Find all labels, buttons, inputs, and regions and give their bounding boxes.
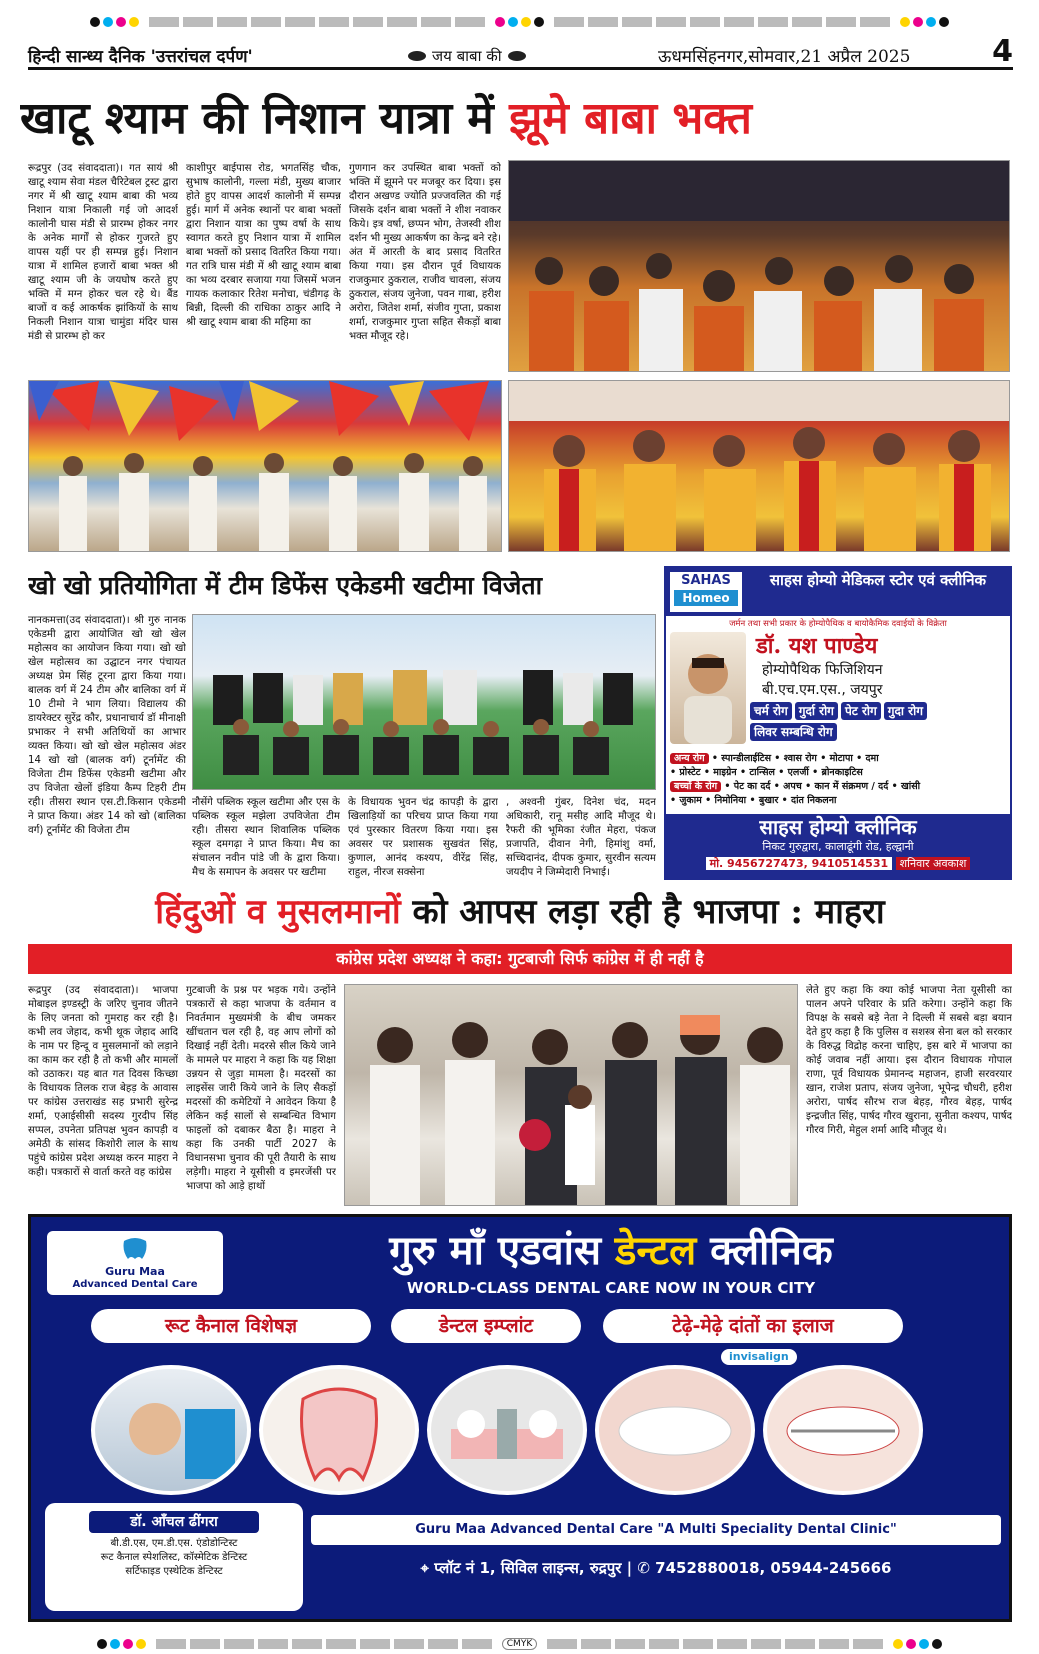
dateline: ऊधमसिंहनगर,सोमवार,21 अप्रैल 2025	[658, 47, 911, 67]
invisalign-badge: invisalign	[721, 1349, 797, 1365]
page-number: 4	[992, 34, 1013, 69]
story3-headline: हिंदुओं व मुसलमानों को आपस लड़ा रही है भाजपा : माहरा	[155, 892, 885, 932]
meeting-illustration	[345, 985, 798, 1206]
sahas-degree: बी.एच.एम.एस., जयपुर	[762, 682, 883, 698]
specialty-tag: गुदा रोग	[884, 702, 927, 720]
specialty-tag: चर्म रोग	[750, 702, 792, 720]
sahas-specialties	[750, 702, 1006, 741]
story2-col3: के विधायक भुवन चंद्र कापड़ी के द्वारा खिलाड़ियों का परिचय प्राप्त किया गया एवं पुरस्कार वितरण किया गया। इस अवसर पर प्रशासक सुखवंत सिंह, कुणाल, आनंद कश्यप, वीरेंद्र सिंह, राहुल, नीरज सक्सेना	[348, 797, 498, 878]
story3-col2: गुटबाजी के प्रश्न पर भड़क गये। उन्होंने पत्रकारों से कहा भाजपा के वर्तमान व निवर्तमान मुख्यमंत्री के बीच जमकर खींचतान चल रही है, वह आप लोगों को दिखाई नहीं देती। मदरसे सील किये जाने के मामले पर माहरा ने कहा कि यह शिक्षा उन्नयन से जुड़ा मामला है। मदरसों का लाइसेंस जारी किये जाने के लिए सैकड़ों मदरसों की कमेटियों ने आवेदन किया है लेकिन कई सालों से सम्बन्धित विभाग फाइलों को दबाकर बैठा है। माहरा ने कहा कि उनकी पार्टी 2027 के विधानसभा चुनाव की पूरी तैयारी के साथ लड़ेगी। माहरा ने यूसीसी व इमरजेंसी पर भाजपा को आड़े हाथों	[186, 985, 336, 1192]
tooth-icon	[120, 1237, 150, 1261]
dental-photo-rootcanal	[259, 1365, 419, 1495]
sahas-homeo-ad	[664, 566, 1012, 880]
location-icon: ⌖	[420, 1559, 429, 1577]
dental-footer-line: Guru Maa Advanced Dental Care "A Multi Speciality Dental Clinic"	[311, 1515, 1001, 1545]
story3-col3: लेते हुए कहा कि क्या कोई भाजपा नेता यूसीसी का पालन अपने परिवार के प्रति करेगा। उन्होंने कहा कि विपक्ष के सबसे बड़े नेता ने दिल्ली में सबसे बड़ा बयान देते हुए कहा है कि पुलिस व सशस्त्र सेना बल को सरकार के विरुद्ध विद्रोह करना चाहिए, इस बारे में भाजपा का कोई जवाब नहीं आया। इस दौरान विधायक गोपाल राणा, पूर्व विधायक प्रेमानन्द महाजन, हाजी सरवरयार खान, राजेश प्रताप, संजय जुनेजा, भूपेन्द्र चौधरी, हरीश अरोरा, पार्षद सौरभ राज बेहड़, गौरव बेहड़, पार्षद इन्द्रजीत सिंह, पार्षद गौरव खुराना, सुनीता कश्यप, पार्षद गौरव गिरी, मेहुल शर्मा आदि मौजूद थे।	[806, 985, 1012, 1136]
specialty-tag: लिवर सम्बन्धि रोग	[750, 723, 837, 741]
ornament-icon	[508, 51, 526, 61]
sahas-other-diseases: अन्य रोग • स्पान्डीलाईटिस • श्वास रोग • मोटापा • दमा • प्रोस्टेट • माइग्रेन • टान्सिल • एलर्जी • ब्रोनकाइटिस बच्चों के रोग • पेट का दर्द • अपच • कान में संक्रमण / दर्द • खांसी • जुकाम • निमोनिया • बुखार • दांत निकलना	[670, 753, 921, 806]
story2-headline: खो खो प्रतियोगिता में टीम डिफेंस एकेडमी खटीमा विजेता	[28, 571, 543, 600]
phone-icon: ✆	[637, 1559, 650, 1577]
top-color-strip	[0, 8, 1039, 36]
crowd-illustration	[509, 161, 1010, 372]
sahas-clinic-footer: साहस होम्यो क्लीनिक निकट गुरुद्वारा, कालाढूंगी रोड, हल्द्वानी मो. 9456727473, 9410514531 शनिवार अवकाश	[666, 814, 1010, 878]
story3-banner: कांग्रेस प्रदेश अध्यक्ष ने कहा: गुटबाजी सिर्फ कांग्रेस में ही नहीं है	[28, 944, 1012, 974]
sahas-tagline: जर्मन तथा सभी प्रकार के होम्योपैथिक व बायोकैमिक दवाईयों के विक्रेता	[729, 619, 947, 629]
slogan: जय बाबा की	[408, 46, 526, 66]
meeting-photo	[344, 984, 798, 1206]
story1-headline-red: झूमे बाबा भक्त	[509, 93, 752, 144]
dental-photo-aligner	[595, 1365, 755, 1495]
sahas-logo: SAHAS Homeo	[670, 572, 742, 612]
specialty-tag: पेट रोग	[841, 702, 881, 720]
dental-photo-implant	[427, 1365, 587, 1495]
devotees-illustration	[509, 381, 1010, 552]
story3-col1: रूद्रपुर (उद संवाददाता)। भाजपा मोबाइल इण्डस्ट्री के जरिए चुनाव जीतने के लिए जनता को गुमराह कर रही है। कभी लव जेहाद, कभी थूक जेहाद आदि के नाम पर हिन्दू व मुसलमानों को लड़ाने का काम कर रही है तो कभी और मामलों को उठाकर। यह बात गत दिवस किच्छा के विधायक तिलक राज बेहड़ के आवास पर कांग्रेस उत्तराखंड सह प्रभारी सुरेन्द्र शर्मा, एआईसीसी सदस्य गुरदीप सिंह सप्पल, उपनेता प्रतिपक्ष भुवन कापड़ी व अमेठी के सांसद किशोरी लाल के साथ पहुंचे कांग्रेस प्रदेश अध्यक्ष करन माहरा ने कही। पत्रकारों से वार्ता करते वह कांग्रेस	[28, 985, 178, 1178]
story2-col2: नौसेंगे पब्लिक स्कूल खटीमा और एस के पब्लिक स्कूल मझेला उपविजेता टीम रही। तीसरा स्थान शिवालिक पब्लिक स्कूल दमगढ़ा ने प्राप्त किया। मैच का संचालन नवीन पांडे जी के द्वारा किया। मैच के समापन के अवसर पर खटीमा	[192, 797, 340, 878]
specialty-tag: गुर्दा रोग	[795, 702, 838, 720]
masthead	[28, 34, 1013, 70]
story1-headline: खाटू श्याम की निशान यात्रा में झूमे बाबा भक्त	[20, 93, 752, 144]
procession-photo	[28, 380, 502, 552]
devotees-photo	[508, 380, 1010, 552]
team-illustration	[193, 615, 656, 790]
dental-title: गुरु माँ एडवांस डेन्टल क्लीनिक	[389, 1227, 833, 1274]
doctor-illustration	[670, 632, 746, 744]
sahas-designation: होम्योपैथिक फिजिशियन	[762, 662, 883, 678]
dental-photo-braces	[763, 1365, 923, 1495]
story1-col1: रूद्रपुर (उद संवाददाता)। गत सायं श्री खाटू श्याम सेवा मंडल चैरिटेबल ट्रस्ट द्वारा नगर में श्री खाटू श्याम बाबा की भव्य निशान यात्रा निकाली गई जो आदर्श कालोनी घास मंडी से प्रारम्भ होकर नगर के अनेक मार्गों से होकर गुजरते हुए वापस यहीं पर ही सम्पन्न हुई। निशान यात्रा में शामिल हजारों बाबा भक्त श्री खाटू श्याम जी के जयघोष करते हुए भक्ति में मग्न होकर चल रहे थे। बैंड बाजों व कई आकर्षक झांकियों के साथ निकली निशान यात्रा चामुंडा मंदिर घास मंडी से प्रारम्भ हो कर	[28, 163, 178, 342]
story1-col2: काशीपुर बाईपास रोड, भगतसिंह चौक, सुभाष कालोनी, गल्ला मंडी, मुख्य बाजार होते हुए वापस आदर्श कालोनी में सम्पन्न हुई। मार्ग में अनेक स्थानों पर बाबा भक्तों द्वारा निशान यात्रा का पुष्प वर्षा के साथ स्वागत करते हुए निशान यात्रा में शामिल बाबा भक्तों को प्रसाद वितरित किया गया। गत रात्रि घास मंडी में श्री खाटू श्याम बाबा का भव्य दरबार सजाया गया जिसमें भजन गायक कलाकार रितेश मनोचा, चंडीगढ़ के बिन्नी, दिल्ली की राधिका ठाकुर आदि ने श्री खाटू श्याम बाबा की महिमा का	[186, 163, 341, 328]
guru-maa-dental-ad	[28, 1214, 1012, 1622]
doctor-photo	[670, 632, 746, 744]
paper-name: हिन्दी सान्ध्य दैनिक 'उत्तरांचल दर्पण'	[28, 47, 253, 67]
dental-doctor-card: डॉ. आँचल ढींगरा बी.डी.एस, एम.डी.एस. एंडोडोन्टिस्ट रूट कैनाल स्पेशलिस्ट, कॉस्मेटिक डेन्टिस्ट सर्टिफाइड एस्थेटिक डेन्टिस्ट	[45, 1503, 303, 1611]
ornament-icon	[408, 51, 426, 61]
story2-col1: नानकमत्ता(उद संवाददाता)। श्री गुरु नानक एकेडमी द्वारा आयोजित खो खो खेल महोत्सव का आयोजन किया गया। खो खो खेल महोत्सव का उद्घाटन नगर पंचायत अध्यक्ष प्रेम सिंह टूरना द्वारा किया गया। बालक वर्ग में 24 टीम और बालिका वर्ग में 10 टीमो ने भाग लिया। विद्यालय की डायरेक्टर सुरेंद्र कौर, प्रधानाचार्य डॉ मीनाक्षी प्रभाकर ने सभी अतिथियों का आभार व्यक्त किया। खो खो खेल महोत्सव अंडर 14 खो खो (बालक वर्ग) टूर्नामेंट की विजेता टीम डिफेंस एकेडमी खटीमा और उप विजेता खेलों इंडिया कैम्प टिहरी टीम रही। तीसरा स्थान एस.टी.किसान एकेडमी ने प्राप्त किया। अंडर 14 को खो (बालिका वर्ग) टूर्नामेंट की विजेता टीम	[28, 615, 186, 836]
sahas-doctor-name: डॉ. यश पाण्डेय	[756, 633, 878, 659]
crowd-photo	[508, 160, 1010, 372]
sahas-title: साहस होम्यो मेडिकल स्टोर एवं क्लीनिक	[769, 571, 987, 589]
sahas-header	[666, 568, 1010, 616]
kho-kho-team-photo	[192, 614, 656, 790]
bottom-color-strip	[0, 1630, 1039, 1654]
dental-logo: Guru Maa Advanced Dental Care	[47, 1231, 223, 1295]
dental-subtitle: WORLD-CLASS DENTAL CARE NOW IN YOUR CITY	[406, 1279, 816, 1297]
procession-illustration	[29, 381, 502, 552]
service-pill: टेढ़े-मेढ़े दांतों का इलाज	[603, 1309, 903, 1343]
dental-contact: ⌖ प्लॉट नं 1, सिविल लाइन्स, रुद्रपुर | ✆ 7452880018, 05944-245666	[420, 1559, 892, 1577]
service-pill: रूट कैनाल विशेषज्ञ	[91, 1309, 371, 1343]
dental-photo-patient	[91, 1365, 251, 1495]
cmyk-mark: CMYK	[502, 1638, 537, 1650]
story2-col4: , अश्वनी गुंबर, दिनेश चंद, मदन अधिकारी, रानू मसीह आदि मौजूद थे। रैफरी की भूमिका रंजीत मेहरा, पंकज प्रजापति, दीवान नेगी, हिमांशु वर्मा, सच्चिदानंद, दीपक कुमार, सुरवीन सत्यम जयदीप ने जिम्मेदारी निभाई।	[506, 797, 656, 878]
service-pill: डेन्टल इम्प्लांट	[391, 1309, 581, 1343]
story1-col3: गुणगान कर उपस्थित बाबा भक्तों को भक्ति में झूमने पर मजबूर कर दिया। इस दौरान अखण्ड ज्योति प्रज्जवलित की गई जिसके दर्शन बाबा भक्तों ने शीश नवाकर किये। इत्र वर्षा, छप्पन भोग, तेजस्वी शीश दर्शन भी मुख्य आकर्षण का केन्द्र बने रहे। अंत में आरती के बाद प्रसाद वितरित किया गया। इस दौरान पूर्व विधायक राजकुमार ठुकराल, राजीव चावला, संजय ठुकराल, संजय जुनेजा, पवन गाबा, हरीश अरोरा, जितेश शर्मा, संजीव गुप्ता, प्रकाश शर्मा, राजकुमार गुप्ता सहित सैकड़ों बाबा भक्त मौजूद रहे।	[349, 163, 501, 342]
